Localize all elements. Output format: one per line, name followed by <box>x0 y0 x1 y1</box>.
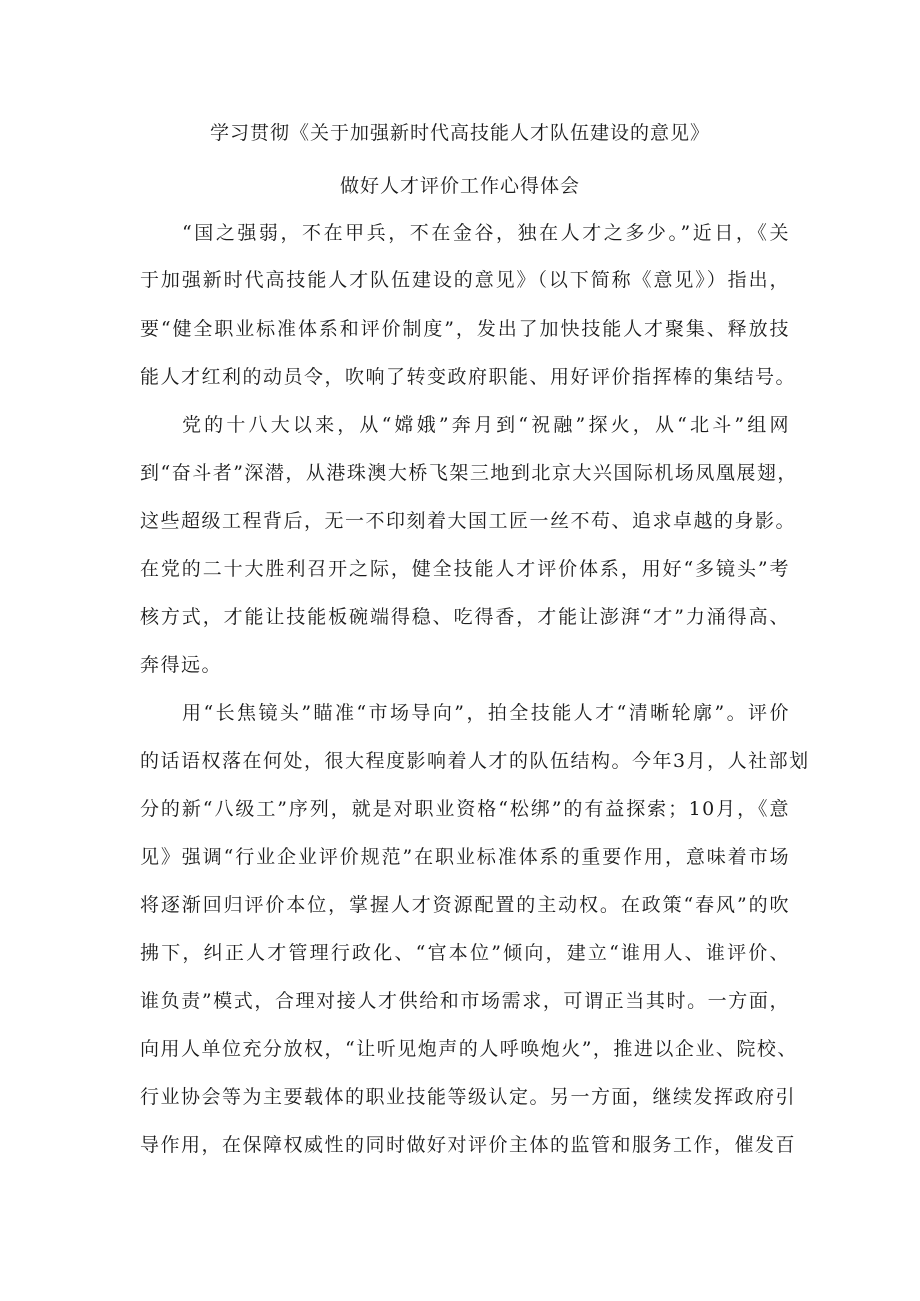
paragraph-1-line: 于加强新时代高技能人才队伍建设的意见》（以下简称《意见》）指出， <box>140 269 790 291</box>
paragraph-3-line: 导作用，在保障权威性的同时做好对评价主体的监管和服务工作，催发百 <box>140 1134 797 1156</box>
paragraph-2-line: 党的十八大以来，从“嫦娥”奔月到“祝融”探火，从“北斗”组网 <box>182 414 790 436</box>
paragraph-2-line: 到“奋斗者”深潜，从港珠澳大桥飞架三地到北京大兴国际机场凤凰展翅， <box>140 462 798 484</box>
document-title-line-2: 做好人才评价工作心得体会 <box>339 175 580 197</box>
paragraph-3-line: 将逐渐回归评价本位，掌握人才资源配置的主动权。在政策“春风”的吹 <box>140 894 790 916</box>
paragraph-3-line: 见》强调“行业企业评价规范”在职业标准体系的重要作用，意味着市场 <box>140 846 790 868</box>
document-title-line-1: 学习贯彻《关于加强新时代高技能人才队伍建设的意见》 <box>209 122 710 144</box>
paragraph-2-line: 这些超级工程背后，无一不印刻着大国工匠一丝不苟、追求卓越的身影。 <box>140 510 797 532</box>
paragraph-2-line: 奔得远。 <box>140 654 223 676</box>
paragraph-3-line: 谁负责”模式，合理对接人才供给和市场需求，可谓正当其时。一方面， <box>140 990 790 1012</box>
paragraph-3-line: 行业协会等为主要载体的职业技能等级认定。另一方面，继续发挥政府引 <box>140 1086 797 1108</box>
paragraph-1-line: 要“健全职业标准体系和评价制度”，发出了加快技能人才聚集、释放技 <box>140 318 790 340</box>
paragraph-3-line: 向用人单位充分放权，“让听见炮声的人呼唤炮火”，推进以企业、院校、 <box>140 1038 798 1060</box>
paragraph-3-line: 的话语权落在何处，很大程度影响着人才的队伍结构。今年3月，人社部划 <box>140 750 810 772</box>
paragraph-2-line: 在党的二十大胜利召开之际，健全技能人才评价体系，用好“多镜头”考 <box>140 558 790 580</box>
paragraph-2-line: 核方式，才能让技能板碗端得稳、吃得香，才能让澎湃“才”力涌得高、 <box>140 606 790 628</box>
paragraph-3-line: 分的新“八级工”序列，就是对职业资格“松绑”的有益探索；10月，《意 <box>140 798 790 820</box>
paragraph-1-line: “国之强弱，不在甲兵，不在金谷，独在人才之多少。”近日，《关 <box>182 222 790 244</box>
paragraph-1-line: 能人才红利的动员令，吹响了转变政府职能、用好评价指挥棒的集结号。 <box>140 366 797 388</box>
paragraph-3-line: 拂下，纠正人才管理行政化、“官本位”倾向，建立“谁用人、谁评价、 <box>140 942 790 964</box>
paragraph-3-line: 用“长焦镜头”瞄准“市场导向”，拍全技能人才“清晰轮廓”。评价 <box>182 702 790 724</box>
